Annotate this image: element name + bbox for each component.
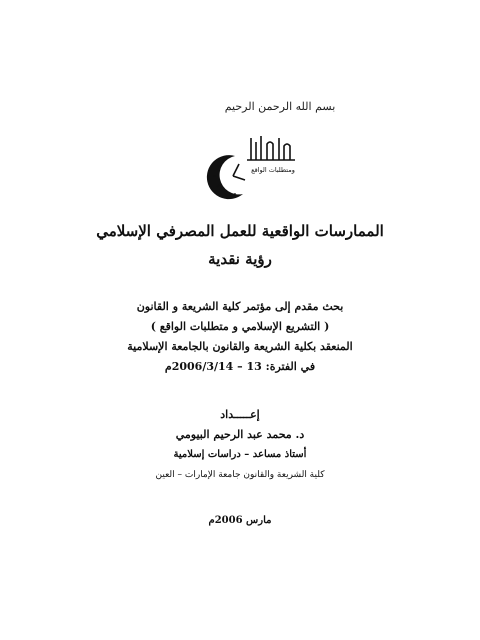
conference-line-2: ( التشريع الإسلامي و متطلبات الواقع )	[150, 320, 330, 333]
conference-line-3: المنعقد بكلية الشريعة والقانون بالجامعة الإسلامية	[127, 340, 353, 353]
document-subtitle: رؤية نقدية	[208, 250, 272, 268]
preparation-label: إعـــــداد	[220, 408, 260, 421]
logo-subtitle: ومتطلبات الواقع	[251, 166, 295, 174]
crescent-clock-logo-icon	[195, 128, 300, 203]
author-role: أستاذ مساعد – دراسات إسلامية	[173, 449, 307, 460]
conference-line-1: بحث مقدم إلى مؤتمر كلية الشريعة و القانون	[136, 300, 344, 313]
basmala: بسم الله الرحمن الرحيم	[224, 100, 336, 113]
author-affiliation: كلية الشريعة والقانون جامعة الإمارات – العين	[155, 470, 325, 480]
document-title: الممارسات الواقعية للعمل المصرفي الإسلامي	[96, 222, 384, 240]
document-date: مارس 2006م	[208, 515, 272, 526]
conference-line-4: في الفترة: 13 – 2006/3/14م	[164, 360, 316, 373]
author-name: د. محمد عبد الرحيم البيومي	[175, 428, 305, 441]
